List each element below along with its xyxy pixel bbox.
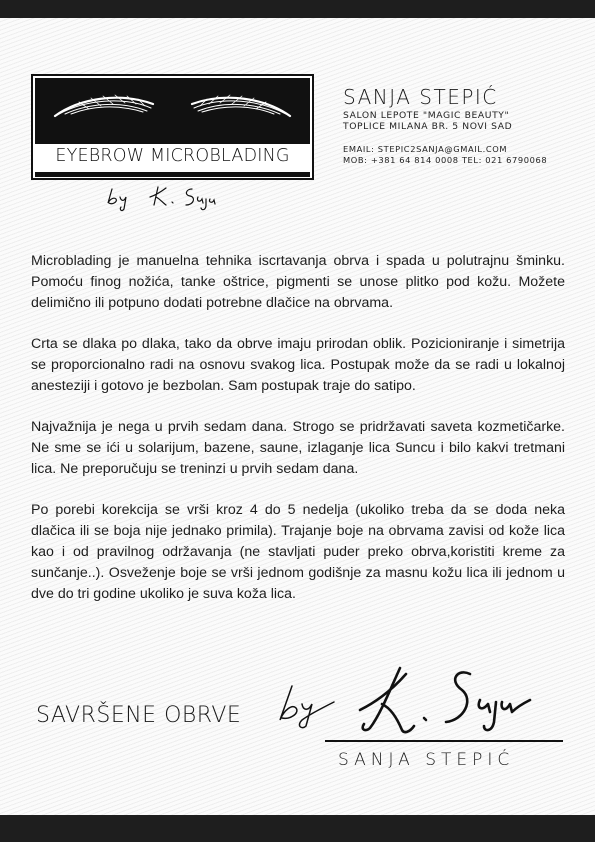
logo (31, 74, 314, 180)
footer-by-script (270, 680, 350, 730)
logo-banner (35, 78, 310, 144)
logo-title: EYEBROW MICROBLADING (55, 146, 290, 166)
signature-line (325, 740, 563, 742)
logo-underline (35, 172, 310, 177)
top-bar (0, 0, 595, 18)
logo-signature (100, 183, 250, 213)
footer-tagline: SAVRŠENE OBRVE (36, 703, 242, 728)
salon-name: SALON LEPOTE "MAGIC BEAUTY" (343, 110, 510, 121)
paragraph: Microblading je manuelna tehnika iscrtavanja obrva i spada u polutrajnu šminku. Pomoću finog nožića, tanke oštrice, pigmenti se unose plitko pod kožu. Možete delimično ili potpuno dodati potrebne dlačice na obrvama. (31, 253, 565, 311)
paragraph: Po porebi korekcija se vrši kroz 4 do 5 nedelja (ukoliko treba da se doda neka dlačica ili se boja nije jednako primila). Trajanje boje na obrvama zavisi od kože lica kao i od pravilnog održavanja (ne stavljati puder preko obrva,koristiti kreme za sunčanje..). Osveženje boje se vrši jednom godišnje za masnu kožu lica ili jednom u dve do tri godine ukoliko je suva koža lica. (31, 502, 565, 602)
footer-name: SANJA STEPIĆ (338, 750, 515, 770)
phone-text: MOB: +381 64 814 0008 TEL: 021 6790068 (343, 155, 548, 165)
owner-name: SANJA STEPIĆ (343, 85, 498, 109)
contact-block (343, 86, 583, 166)
body-text (31, 251, 565, 625)
email-text: EMAIL: STEPIC2SANJA@GMAIL.COM (343, 144, 508, 154)
footer-signature (340, 660, 540, 740)
salon-address: TOPLICE MILANA BR. 5 NOVI SAD (343, 121, 513, 132)
eyebrows-icon (35, 78, 310, 144)
paragraph: Crta se dlaka po dlaka, tako da obrve imaju prirodan oblik. Pozicioniranje i simetrija se proporcionalno radi na osnovu svakog lica. Postupak može da se radi u lokalnoj anesteziji i gotovo je bezbolan. Sam postupak traje do satipo. (31, 336, 565, 394)
bottom-bar (0, 815, 595, 842)
paragraph: Najvažnija je nega u prvih sedam dana. Strogo se pridržavati saveta kozmetičarke. Ne sme se ići u solarijum, bazene, saune, izlaganje lica Suncu i bilo kakvi tretmani lica. Ne preporučuju se treninzi u prvih sedam dana. (31, 419, 565, 477)
